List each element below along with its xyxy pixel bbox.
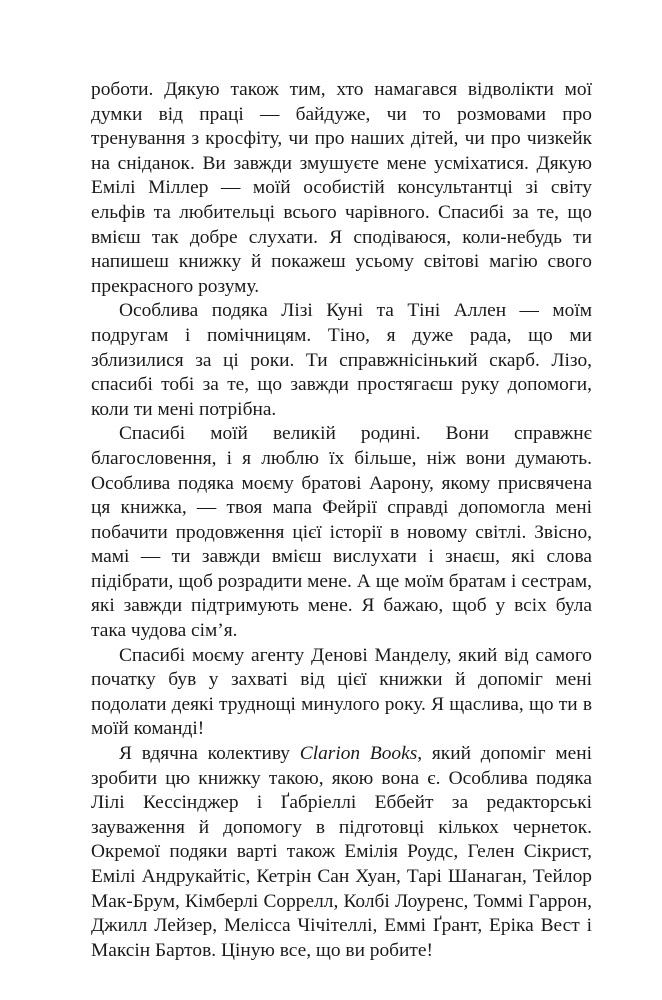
- paragraph-5: [91, 742, 592, 963]
- paragraph-1: роботи. Дякую також тим, хто намагався відволікти мої думки від праці — байдуже, чи то розмовами про тренування з кросфіту, чи про наших дітей, чи про чизкейк на сніданок. Ви завжди змушуєте мене усміхатися. Дякую Емілі Міллер — моїй особистій консультантці зі світу ельфів та любительці всього чарівного. Спасибі за те, що вмієш так добре слухати. Я сподіваюся, коли-небудь ти напишеш книжку й покажеш усьому світові магію свого прекрасного розуму.: [91, 79, 592, 297]
- paragraph-3: Спасибі моїй великій родині. Вони справжнє благословення, і я люблю їх більше, ніж вони думають. Особлива подяка моєму братові Аарону, якому присвячена ця книжка, — твоя мапа Фейрії справді допомогла мені побачити продовження цієї історії в новому світлі. Звісно, мамі — ти завжди вмієш вислухати і знаєш, які слова підібрати, щоб розрадити мене. А ще моїм братам і сестрам, які завжди підтримують мене. Я бажаю, щоб у всіх була така чудова сім’я.: [91, 423, 592, 642]
- paragraph-5-start: Я вдячна колективу: [119, 743, 300, 765]
- paragraph-4: Спасибі моєму агенту Денові Манделу, який від самого початку був у захваті від цієї книжки й допоміг мені подолати деякі труднощі минулого року. Я щаслива, що ти в моїй команді!: [91, 644, 592, 740]
- acknowledgements-text: [91, 78, 592, 963]
- publisher-name: Clarion Books: [299, 743, 418, 765]
- paragraph-2: Особлива подяка Лізі Куні та Тіні Аллен — моїм подругам і помічницям. Тіно, я дуже рада, що ми зблизилися за ці роки. Ти справжнісінький скарб. Лізо, спасибі тобі за те, що завжди простягаєш руку допомоги, коли ти мені потрібна.: [91, 300, 592, 420]
- paragraph-5-rest: , який допоміг мені зробити цю книжку такою, якою вона є. Особлива подяка Лілі Кессінджер і Ґабріеллі Еббейт за редакторські зауваження й допомогу в підготовці кількох чернеток. Окремої подяки варті також Емілія Роудс, Гелен Сікрист, Емілі Андрукайтіс, Кетрін Сан Хуан, Тарі Шанаган, Тейлор Мак-Брум, Кімберлі Соррелл, Колбі Лоуренс, Томмі Гаррон, Джилл Лейзер, Мелісса Чічітеллі, Еммі Ґрант, Еріка Вест і Максін Бартов. Ціную все, що ви робите!: [91, 743, 592, 961]
